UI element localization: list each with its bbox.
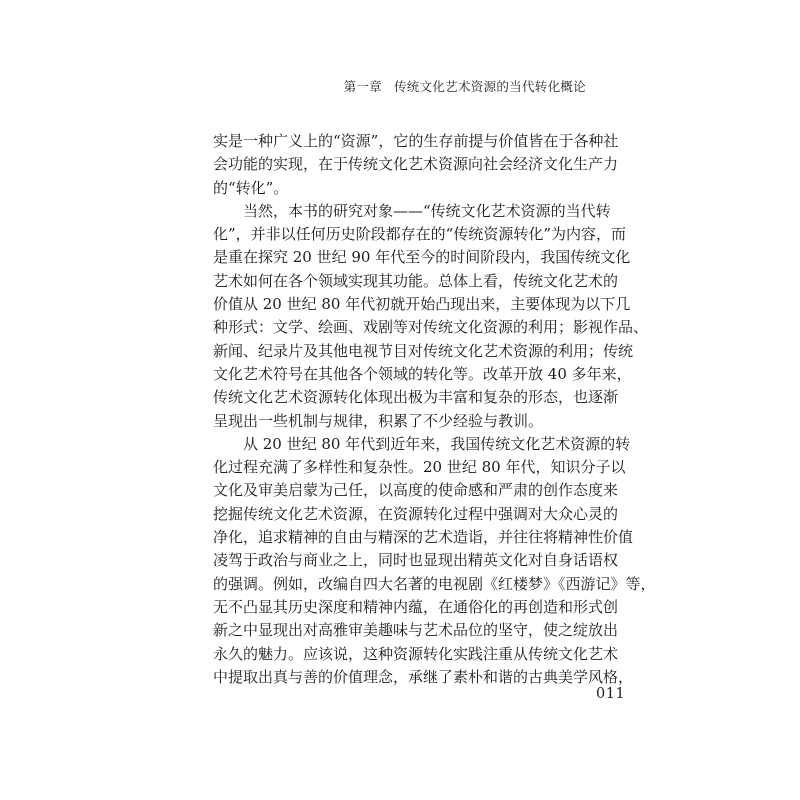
chapter-title: 传统文化艺术资源的当代转化概论 [393, 79, 586, 94]
running-header [344, 77, 586, 95]
text-line: 呈现出一些机制与规律，积累了不少经验与教训。 [213, 411, 544, 430]
text-line: 的“转化”。 [213, 178, 289, 197]
text-line: 无不凸显其历史深度和精神内蕴，在通俗化的再创造和形式创 [213, 597, 619, 616]
text-line: 当然，本书的研究对象——“传统文化艺术资源的当代转 [213, 201, 611, 220]
text-line: 传统文化艺术资源转化体现出极为丰富和复杂的形态，也逐渐 [213, 388, 619, 407]
text-line: 价值从 20 世纪 80 年代初就开始凸现出来，主要体现为以下几 [213, 295, 631, 314]
text-line: 凌驾于政治与商业之上，同时也显现出精英文化对自身话语权 [213, 551, 619, 570]
text-line: 种形式：文学、绘画、戏剧等对传统文化资源的利用；影视作品、 [213, 318, 649, 337]
chapter-number: 第一章 [343, 79, 382, 94]
text-line: 艺术如何在各个领域实现其功能。总体上看，传统文化艺术的 [213, 271, 619, 290]
text-line: 净化，追求精神的自由与精深的艺术造诣，并往往将精神性价值 [213, 528, 634, 547]
text-line: 文化艺术符号在其他各个领域的转化等。改革开放 40 多年来， [213, 364, 632, 383]
text-line: 挖掘传统文化艺术资源，在资源转化过程中强调对大众心灵的 [213, 504, 619, 523]
text-line: 中提取出真与善的价值理念，承继了素朴和谐的古典美学风格， [213, 667, 634, 686]
page-number: 011 [596, 686, 626, 702]
text-line: 新闻、纪录片及其他电视节目对传统文化艺术资源的利用；传统 [213, 341, 634, 360]
text-line: 永久的魅力。应该说，这种资源转化实践注重从传统文化艺术 [213, 644, 619, 663]
text-line: 新之中显现出对高雅审美趣味与艺术品位的坚守，使之绽放出 [213, 621, 619, 640]
text-line: 会功能的实现，在于传统文化艺术资源向社会经济文化生产力 [213, 155, 619, 174]
text-line: 从 20 世纪 80 年代到近年来，我国传统文化艺术资源的转 [213, 434, 631, 453]
text-line: 化”，并非以任何历史阶段都存在的“传统资源转化”为内容，而 [213, 225, 627, 244]
text-line: 是重在探究 20 世纪 90 年代至今的时间阶段内，我国传统文化 [213, 248, 631, 267]
text-line: 文化及审美启蒙为己任，以高度的使命感和严肃的创作态度来 [213, 481, 619, 500]
text-line: 的强调。例如，改编自四大名著的电视剧《红楼梦》《西游记》等， [213, 574, 656, 593]
text-line: 化过程充满了多样性和复杂性。20 世纪 80 年代，知识分子以 [213, 458, 626, 477]
body-text [213, 130, 656, 689]
text-line: 实是一种广义上的“资源”，它的生存前提与价值皆在于各种社 [213, 132, 619, 150]
